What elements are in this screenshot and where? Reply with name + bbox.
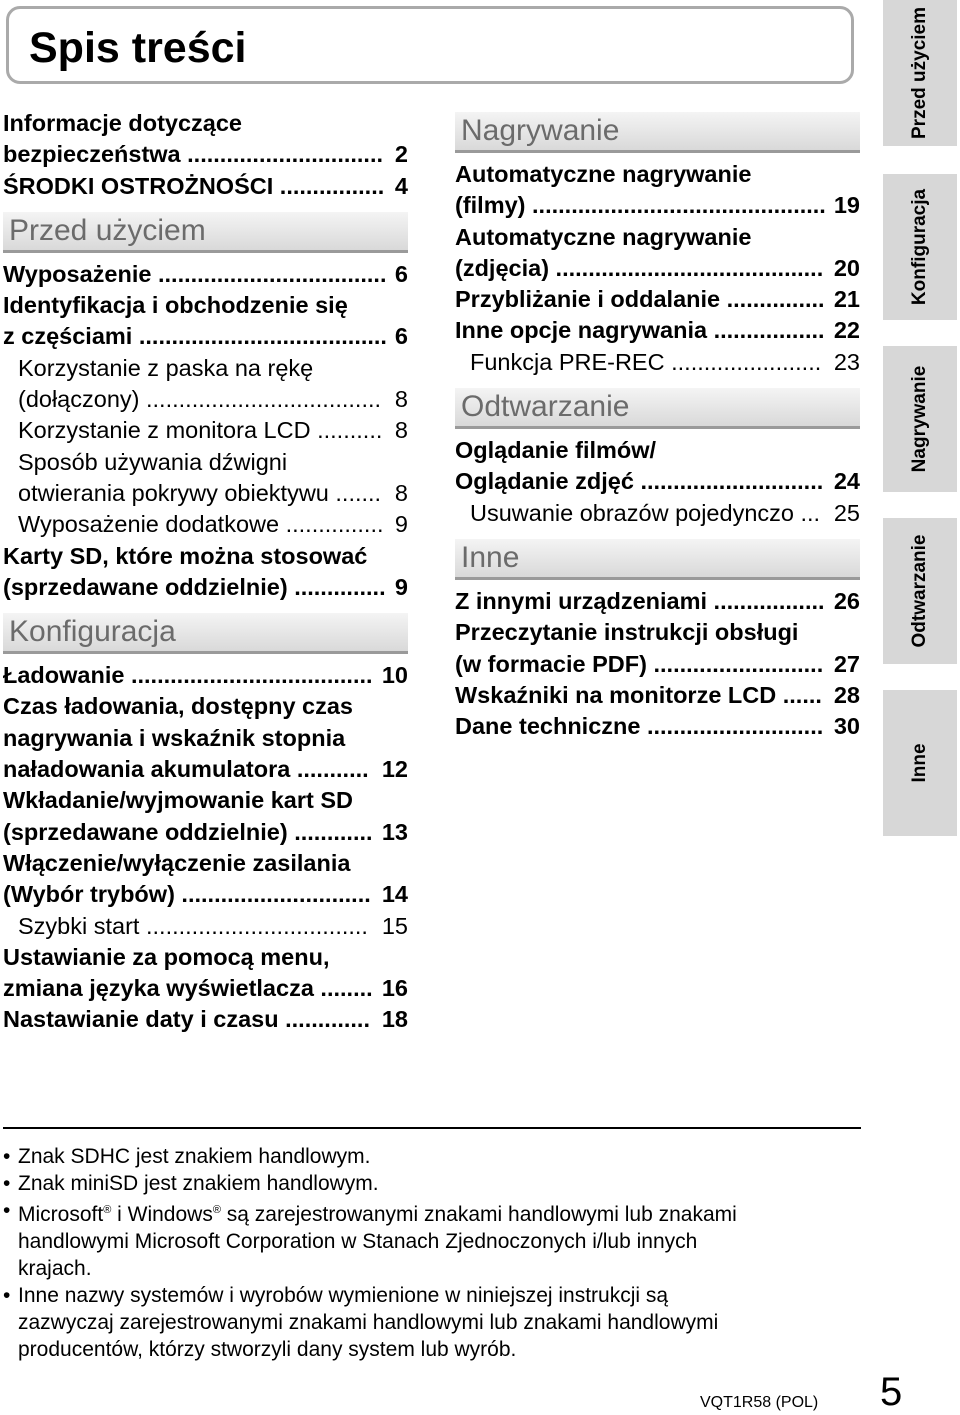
toc-entry-text: Szybki start ..................................: [18, 912, 368, 939]
toc-entry-text: Dane techniczne ...........................: [455, 713, 824, 740]
toc-entry[interactable]: [455, 315, 860, 346]
toc-entry-text: Wyposażenie dodatkowe ...............: [18, 511, 384, 538]
toc-entry[interactable]: [455, 284, 860, 315]
toc-page-number: 21: [833, 286, 860, 313]
toc-entry: [3, 691, 408, 722]
toc-entry[interactable]: [3, 754, 408, 785]
toc-page-number: 6: [394, 260, 408, 287]
toc-entry: [3, 290, 408, 321]
toc-entry[interactable]: [3, 259, 408, 290]
section-header: [455, 112, 860, 153]
toc-page-number: 25: [833, 499, 860, 526]
toc-page-number: 22: [833, 317, 860, 344]
toc-page-number: 15: [381, 912, 408, 939]
toc-page-number: 4: [394, 172, 408, 199]
toc-entry-text: (filmy) .............................................: [455, 192, 826, 219]
toc-entry-text: bezpieczeństwa ..............................: [3, 141, 384, 168]
toc-page-number: 12: [381, 756, 408, 783]
note-line: Inne nazwy systemów i wyrobów wymienione w niniejszej instrukcji są: [18, 1284, 669, 1307]
toc-entry[interactable]: [3, 660, 408, 691]
toc-entry[interactable]: [3, 478, 408, 509]
toc-entry-text: naładowania akumulatora ...........: [3, 756, 369, 783]
side-tab-przed-uzyciem[interactable]: [883, 0, 957, 146]
toc-entry-text: Korzystanie z monitora LCD ..........: [18, 417, 383, 444]
toc-entry-text: Inne opcje nagrywania .................: [455, 317, 825, 344]
toc-page-number: 24: [833, 468, 860, 495]
toc-entry: [3, 848, 408, 879]
toc-entry[interactable]: [455, 649, 860, 680]
toc-entry-text: Wskaźniki na monitorze LCD ......: [455, 681, 822, 708]
toc-entry[interactable]: [455, 498, 860, 529]
toc-entry: [3, 723, 408, 754]
note-line: Znak SDHC jest znakiem handlowym.: [18, 1145, 371, 1168]
toc-entry[interactable]: [3, 879, 408, 910]
toc-entry-text: zmiana języka wyświetlacza ........: [3, 975, 373, 1002]
toc-entry[interactable]: [3, 973, 408, 1004]
toc-entry: [3, 541, 408, 572]
toc-entry[interactable]: [455, 253, 860, 284]
toc-left-column: [3, 108, 408, 1036]
toc-entry-text: Sposób używania dźwigni: [18, 448, 288, 475]
toc-entry[interactable]: [3, 321, 408, 352]
toc-entry[interactable]: [3, 572, 408, 603]
section-title: Nagrywanie: [461, 114, 620, 147]
section-title: Inne: [461, 540, 520, 574]
toc-entry-text: Nastawianie daty i czasu .............: [3, 1006, 370, 1033]
bullet-icon: •: [3, 1199, 11, 1222]
toc-page-number: 27: [833, 650, 860, 677]
toc-page-number: 20: [833, 254, 860, 281]
toc-page-number: 19: [833, 192, 860, 219]
section-header: [455, 388, 860, 429]
toc-page-number: 18: [381, 1006, 408, 1033]
toc-entry: [455, 435, 860, 466]
toc-page-number: 30: [833, 713, 860, 740]
toc-entry[interactable]: [3, 817, 408, 848]
note-line: Microsoft® i Windows® są zarejestrowanymi znakami handlowymi lub znakami: [18, 1203, 737, 1226]
toc-entry[interactable]: [3, 509, 408, 540]
section-title: Przed użyciem: [9, 213, 206, 247]
toc-page-number: 8: [394, 417, 408, 444]
note-line: Znak miniSD jest znakiem handlowym.: [18, 1172, 379, 1195]
trademark-note: [3, 1197, 861, 1282]
toc-entry-text: ŚRODKI OSTROŻNOŚCI ................: [3, 172, 385, 199]
trademark-note: [3, 1143, 861, 1170]
toc-entry-text: Wyposażenie ...................................: [3, 260, 387, 287]
page-number: 5: [880, 1370, 903, 1414]
toc-entry-text: (Wybór trybów) .............................: [3, 881, 371, 908]
toc-entry-text: Korzystanie z paska na rękę: [18, 354, 314, 381]
toc-entry-text: Karty SD, które można stosować: [3, 542, 368, 569]
toc-page-number: 28: [833, 681, 860, 708]
toc-entry[interactable]: [455, 711, 860, 742]
note-line: krajach.: [18, 1257, 92, 1280]
toc-entry[interactable]: [3, 384, 408, 415]
toc-entry-text: z częściami ......................................: [3, 323, 387, 350]
toc-entry-text: (sprzedawane oddzielnie) ............: [3, 818, 373, 845]
bullet-icon: •: [3, 1145, 11, 1168]
title-box: [6, 6, 854, 84]
toc-entry-text: Ładowanie .....................................: [3, 662, 373, 689]
toc-entry-text: Identyfikacja i obchodzenie się: [3, 292, 348, 319]
toc-entry-text: Funkcja PRE-REC .......................: [470, 348, 822, 375]
document-code: VQT1R58 (POL): [700, 1394, 819, 1411]
section-header: [455, 539, 860, 580]
toc-entry-text: (zdjęcia) .........................................: [455, 254, 824, 281]
note-line: producentów, którzy stworzyli dany system lub wyrób.: [18, 1338, 517, 1361]
toc-entry: [3, 785, 408, 816]
toc-entry-text: Informacje dotyczące: [3, 110, 243, 136]
toc-entry-text: Oglądanie filmów/: [455, 437, 657, 464]
toc-page-number: 13: [381, 818, 408, 845]
toc-entry: [3, 942, 408, 973]
toc-entry-text: Ustawianie za pomocą menu,: [3, 943, 330, 970]
side-tab-konfiguracja[interactable]: [883, 174, 957, 320]
toc-entry[interactable]: [3, 415, 408, 446]
toc-entry[interactable]: [3, 1004, 408, 1035]
section-header: [3, 212, 408, 253]
trademark-note: [3, 1170, 861, 1197]
toc-entry: [3, 353, 408, 384]
side-tab-odtwarzanie[interactable]: [883, 518, 957, 664]
bullet-icon: •: [3, 1172, 11, 1195]
toc-entry: [455, 617, 860, 648]
toc-entry[interactable]: [3, 171, 408, 202]
toc-entry-text: Przeczytanie instrukcji obsługi: [455, 619, 799, 646]
notes-divider: [3, 1127, 861, 1129]
section-title: Konfiguracja: [9, 615, 176, 649]
toc-entry-text: Przybliżanie i oddalanie ...............: [455, 286, 825, 313]
toc-right-column: [455, 102, 860, 742]
toc-page-number: 6: [394, 323, 408, 350]
toc-page-number: 9: [394, 573, 408, 600]
side-tab-label: Inne: [909, 743, 930, 783]
toc-entry-text: (w formacie PDF) ..........................: [455, 650, 824, 677]
toc-entry-text: Usuwanie obrazów pojedynczo ...: [470, 499, 821, 526]
toc-page-number: 26: [833, 587, 860, 614]
toc-entry: [455, 159, 860, 190]
side-tab-label: Przed użyciem: [909, 7, 930, 139]
toc-entry[interactable]: [455, 466, 860, 497]
toc-page-number: 16: [381, 975, 408, 1002]
toc-entry-text: nagrywania i wskaźnik stopnia: [3, 724, 346, 751]
toc-entry-text: (dołączony) ....................................: [18, 386, 382, 413]
toc-entry: [3, 447, 408, 478]
note-line: zazwyczaj zarejestrowanymi znakami handlowymi lub znakami handlowymi: [18, 1311, 719, 1334]
toc-entry-text: Czas ładowania, dostępny czas: [3, 693, 353, 720]
toc-page-number: 8: [394, 479, 408, 506]
toc-page-number: 10: [381, 662, 408, 689]
toc-page-number: 23: [833, 348, 860, 375]
toc-page-number: 2: [394, 141, 408, 168]
side-tab-nagrywanie[interactable]: [883, 346, 957, 492]
toc-page-number: 8: [394, 386, 408, 413]
toc-entry-text: Z innymi urządzeniami .................: [455, 587, 825, 614]
section-title: Odtwarzanie: [461, 390, 630, 424]
toc-entry-text: otwierania pokrywy obiektywu .......: [18, 479, 382, 506]
side-tab-label: Nagrywanie: [909, 365, 930, 473]
toc-entry: [3, 108, 408, 139]
toc-entry[interactable]: [455, 190, 860, 221]
side-tab-label: Odtwarzanie: [909, 534, 930, 648]
toc-entry-text: Włączenie/wyłączenie zasilania: [3, 849, 351, 876]
side-tab-label: Konfiguracja: [909, 188, 930, 306]
bullet-icon: •: [3, 1284, 11, 1307]
section-header: [3, 613, 408, 654]
trademark-note: [3, 1282, 861, 1363]
note-line: handlowymi Microsoft Corporation w Stanach Zjednoczonych i/lub innych: [18, 1230, 698, 1253]
toc-entry-text: Oglądanie zdjęć ............................: [455, 468, 824, 495]
toc-entry-text: Automatyczne nagrywanie: [455, 223, 752, 250]
toc-entry[interactable]: [3, 139, 408, 170]
toc-entry-text: Wkładanie/wyjmowanie kart SD: [3, 787, 353, 814]
toc-entry[interactable]: [455, 680, 860, 711]
toc-entry[interactable]: [455, 347, 860, 378]
side-tab-inne[interactable]: [883, 690, 957, 836]
toc-page-number: 14: [381, 881, 408, 908]
trademark-notes: [3, 1143, 861, 1363]
toc-entry-text: (sprzedawane oddzielnie) ..............: [3, 573, 386, 600]
toc-page-number: 9: [394, 511, 408, 538]
toc-entry[interactable]: [455, 586, 860, 617]
toc-entry[interactable]: [3, 911, 408, 942]
toc-entry-text: Automatyczne nagrywanie: [455, 161, 752, 187]
toc-entry: [455, 222, 860, 253]
page-title: Spis treści: [29, 24, 247, 72]
side-tabs: [883, 0, 957, 1415]
